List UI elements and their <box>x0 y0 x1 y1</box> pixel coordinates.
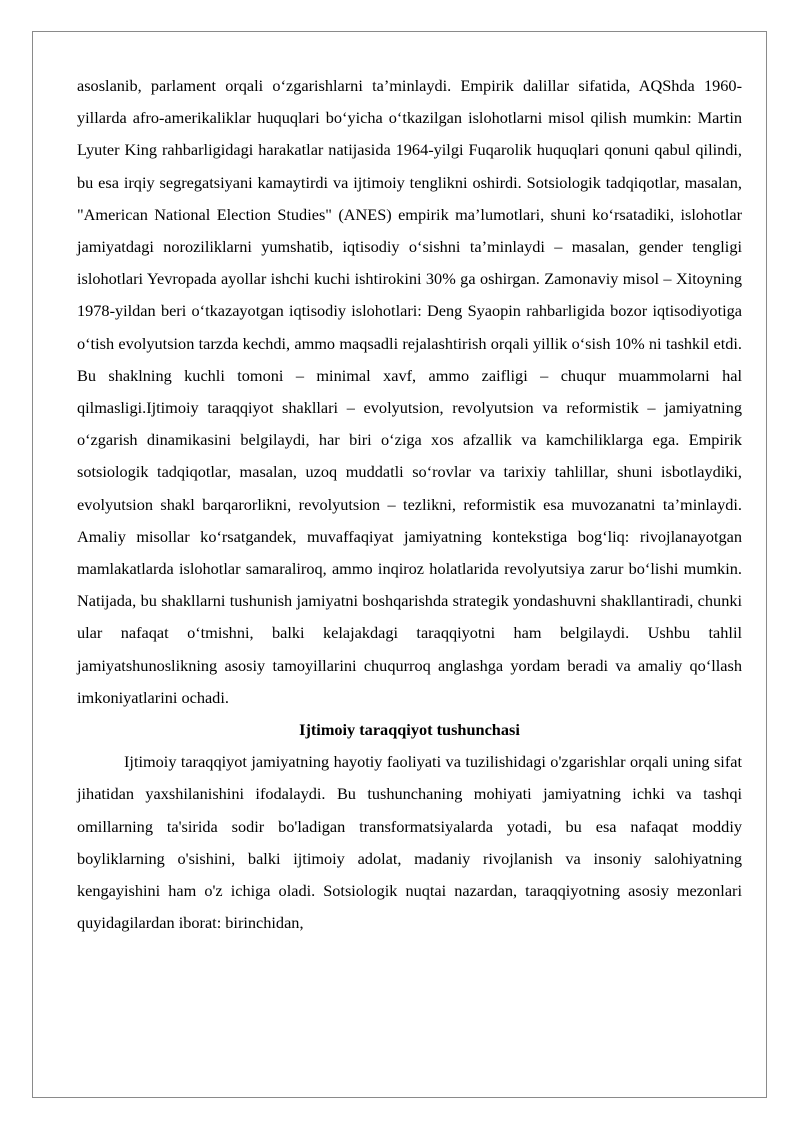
document-body <box>77 70 742 939</box>
body-paragraph-1: asoslanib, parlament orqali o‘zgarishlarni ta’minlaydi. Empirik dalillar sifatida, AQShda 1960-yillarda afro-amerikaliklar huquqlari bo‘yicha o‘tkazilgan islohotlarni misol qilish mumkin: Martin Lyuter King rahbarligidagi harakatlar natijasida 1964-yilgi Fuqarolik huquqlari qonuni qabul qilindi, bu esa irqiy segregatsiyani kamaytirdi va ijtimoiy tenglikni oshirdi. Sotsiologik tadqiqotlar, masalan, "American National Election Studies" (ANES) empirik ma’lumotlari, shuni ko‘rsatadiki, islohotlar jamiyatdagi noroziliklarni yumshatib, iqtisodiy o‘sishni ta’minlaydi – masalan, gender tengligi islohotlari Yevropada ayollar ishchi kuchi ishtirokini 30% ga oshirgan. Zamonaviy misol – Xitoyning 1978-yildan beri o‘tkazayotgan iqtisodiy islohotlari: Deng Syaopin rahbarligida bozor iqtisodiyotiga o‘tish evolyutsion tarzda kechdi, ammo maqsadli rejalashtirish orqali yillik o‘sish 10% ni tashkil etdi. Bu shaklning kuchli tomoni – minimal xavf, ammo zaifligi – chuqur muammolarni hal qilmasligi.Ijtimoiy taraqqiyot shakllari – evolyutsion, revolyutsion va reformistik – jamiyatning o‘zgarish dinamikasini belgilaydi, har biri o‘ziga xos afzallik va kamchiliklarga ega. Empirik sotsiologik tadqiqotlar, masalan, uzoq muddatli so‘rovlar va tarixiy tahlillar, shuni isbotlaydiki, evolyutsion shakl barqarorlikni, revolyutsion – tezlikni, reformistik esa muvozanatni ta’minlaydi. Amaliy misollar ko‘rsatgandek, muvaffaqiyat jamiyatning kontekstiga bog‘liq: rivojlanayotgan mamlakatlarda islohotlar samaraliroq, ammo inqiroz holatlarida revolyutsiya zarur bo‘lishi mumkin. Natijada, bu shakllarni tushunish jamiyatni boshqarishda strategik yondashuvni shakllantiradi, chunki ular nafaqat o‘tmishni, balki kelajakdagi taraqqiyotni ham belgilaydi. Ushbu tahlil jamiyatshunoslikning asosiy tamoyillarini chuqurroq anglashga yordam beradi va amaliy qo‘llash imkoniyatlarini ochadi. <box>77 76 742 707</box>
section-heading: Ijtimoiy taraqqiyot tushunchasi <box>299 720 520 740</box>
body-paragraph-2: Ijtimoiy taraqqiyot jamiyatning hayotiy faoliyati va tuzilishidagi o'zgarishlar orqali uning sifat jihatidan yaxshilanishini ifodalaydi. Bu tushunchaning mohiyati jamiyatning ichki va tashqi omillarning ta'sirida sodir bo'ladigan transformatsiyalarda yotadi, bu esa nafaqat moddiy boyliklarning o'sishini, balki ijtimoiy adolat, madaniy rivojlanish va insoniy salohiyatning kengayishini ham o'z ichiga oladi. Sotsiologik nuqtai nazardan, taraqqiyotning asosiy mezonlari quyidagilardan iborat: birinchidan, <box>77 752 742 933</box>
